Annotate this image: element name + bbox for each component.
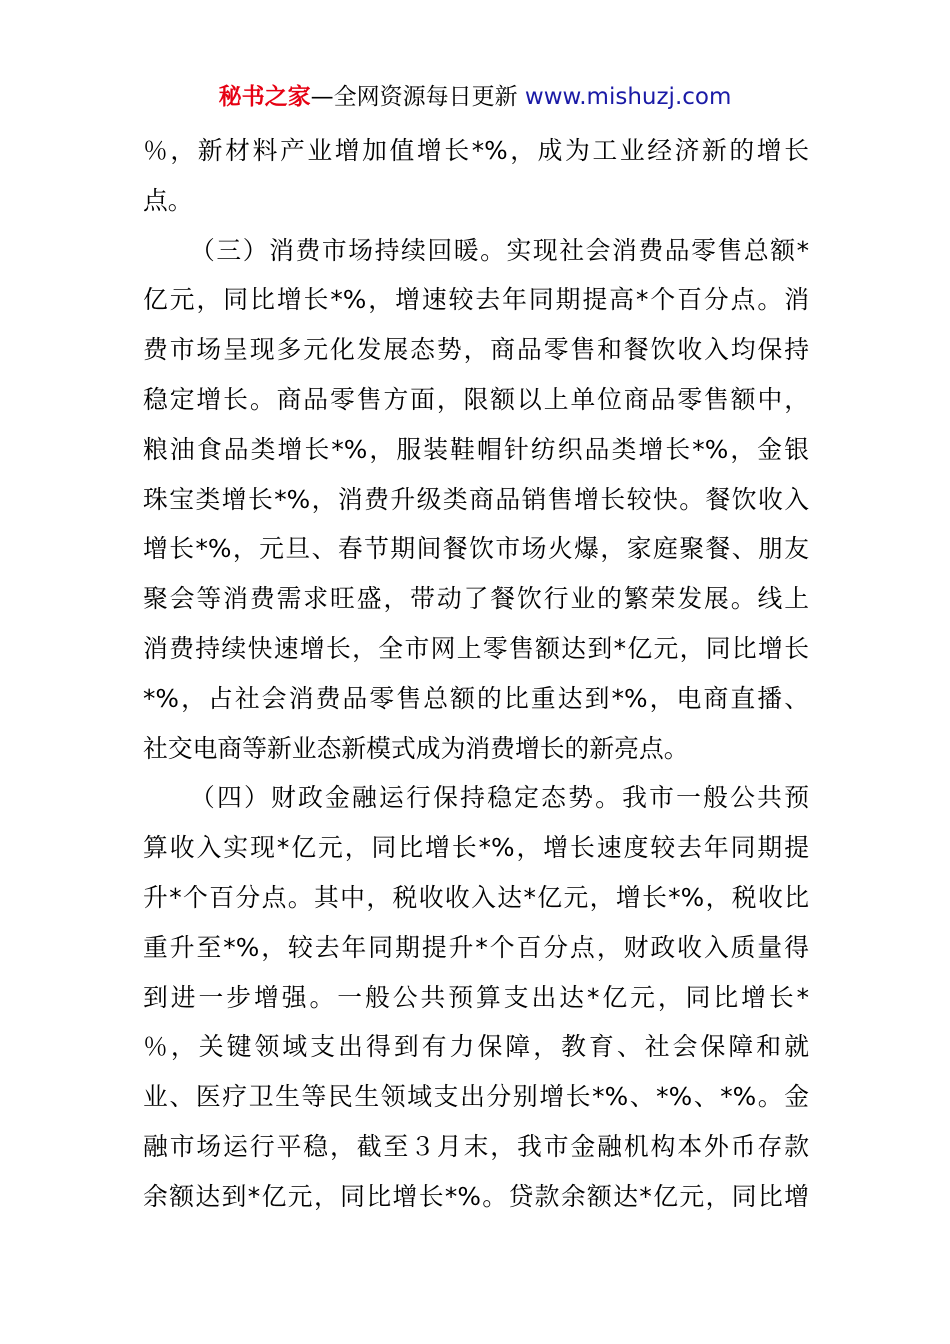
text-line: 社交电商等新业态新模式成为消费增长的新亮点。 [143, 733, 689, 763]
text-line: 费市场呈现多元化发展态势，商品零售和餐饮收入均保持 [143, 335, 809, 365]
text-line: ％，新材料产业增加值增长*%，成为工业经济新的增长 [143, 136, 809, 165]
site-url-link[interactable]: www.mishuzj.com [524, 84, 732, 110]
site-brand: 秘书之家 [218, 84, 311, 110]
text-line: 算收入实现*亿元，同比增长*%，增长速度较去年同期提 [143, 833, 809, 863]
text-line: 亿元，同比增长*%，增速较去年同期提高*个百分点。消 [143, 285, 809, 315]
text-line: 重升至*%，较去年同期提升*个百分点，财政收入质量得 [143, 932, 809, 962]
text-line: 珠宝类增长*%，消费升级类商品销售增长较快。餐饮收入 [143, 484, 809, 514]
text-line: 融市场运行平稳，截至３月末，我市金融机构本外币存款 [143, 1131, 809, 1161]
text-line: 粮油食品类增长*%，服装鞋帽针纺织品类增长*%，金银 [143, 434, 809, 464]
document-body [143, 126, 809, 1222]
text-line: 点。 [143, 185, 193, 215]
paragraph-heading-consumption: （三）消费市场持续回暖。实现社会消费品零售总额* [190, 235, 809, 265]
text-line: 升*个百分点。其中，税收收入达*亿元，增长*%，税收比 [143, 882, 809, 912]
site-tagline: —全网资源每日更新 [310, 84, 518, 110]
text-line: 余额达到*亿元，同比增长*%。贷款余额达*亿元，同比增 [143, 1181, 809, 1211]
text-line: 聚会等消费需求旺盛，带动了餐饮行业的繁荣发展。线上 [143, 584, 809, 614]
text-line: 到进一步增强。一般公共预算支出达*亿元，同比增长* [143, 982, 809, 1012]
text-line: 消费持续快速增长，全市网上零售额达到*亿元，同比增长 [143, 633, 809, 663]
site-header [0, 82, 950, 112]
text-line: ％，关键领域支出得到有力保障，教育、社会保障和就 [143, 1032, 809, 1062]
paragraph-heading-finance: （四）财政金融运行保持稳定态势。我市一般公共预 [190, 783, 809, 813]
text-line: 业、医疗卫生等民生领域支出分别增长*%、*%、*%。金 [143, 1082, 809, 1112]
text-line: *%，占社会消费品零售总额的比重达到*%，电商直播、 [143, 683, 809, 713]
text-line: 稳定增长。商品零售方面，限额以上单位商品零售额中， [143, 384, 809, 414]
text-line: 增长*%，元旦、春节期间餐饮市场火爆，家庭聚餐、朋友 [143, 534, 809, 564]
